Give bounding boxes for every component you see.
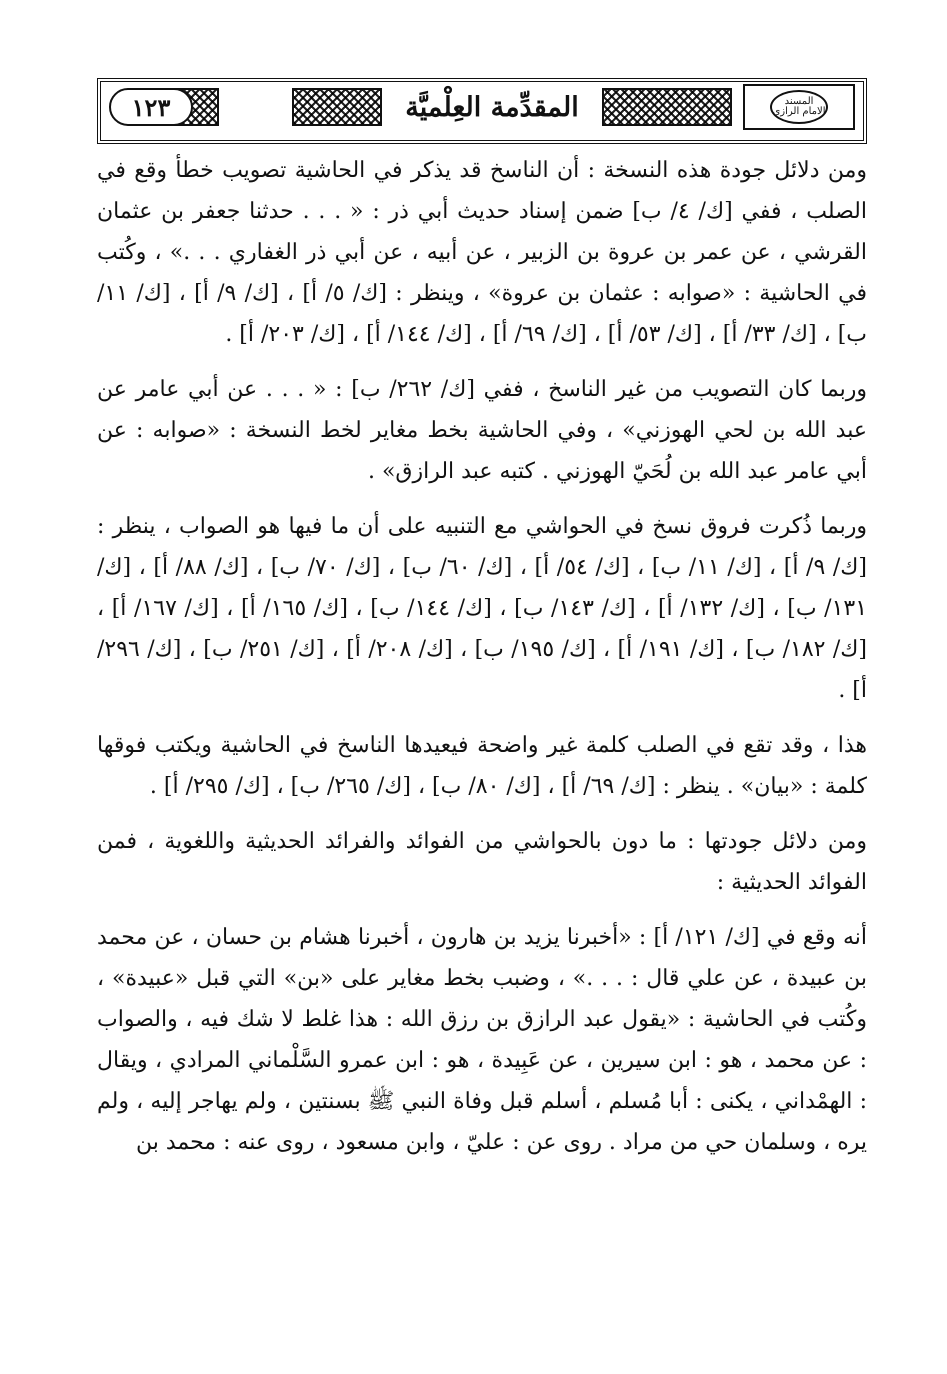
ornament-center-left bbox=[292, 88, 382, 126]
paragraph-6: أنه وقع في [ك/ ١٢١/ أ] : «أخبرنا يزيد بن هارون ، أخبرنا هشام بن حسان ، عن محمد بن عبيدة ، عن علي قال : . . .» ، وضبب بخط مغاير على «بن» التي قبل «عبيدة» ، وكُتب في الحاشية : «يقول عبد الرازق بن رزق الله : هذا غلط لا شك فيه ، والصواب : عن محمد ، هو : ابن سيرين ، عن عَبِيدة ، هو : ابن عمرو السَّلْماني المرادي ، ويقال : الهمْداني ، يكنى : أبا مُسلم ، أسلم قبل وفاة النبي ﷺ بسنتين ، ولم يهاجر إليه ، ولم يره ، وسلمان حي من مراد . روى عن : عليّ ، وابن مسعود ، روى عنه : محمد بن bbox=[97, 925, 868, 1155]
page-header bbox=[97, 78, 867, 144]
seal-text: المسند الامام الرازي bbox=[770, 90, 828, 124]
paragraph-2: وربما كان التصويب من غير الناسخ ، ففي [ك/ ٢٦٢/ ب] : « . . . عن أبي عامر عن عبد الله بن لحي الهوزني» ، وفي الحاشية بخط مغاير لخط النسخة : «صوابه : عن أبي عامر عبد الله بن لُحَيّ الهوزني . كتبه عبد الرازق» . bbox=[97, 377, 867, 484]
paragraph-4: هذا ، وقد تقع في الصلب كلمة غير واضحة فيعيدها الناسخ في الحاشية ويكتب فوقها كلمة : «بيان» . ينظر : [ك/ ٦٩/ أ] ، [ك/ ٨٠/ ب] ، [ك/ ٢٦٥/ ب] ، [ك/ ٢٩٥/ أ] . bbox=[97, 733, 867, 799]
paragraph-3: وربما ذُكرت فروق نسخ في الحواشي مع التنبيه على أن ما فيها هو الصواب ، ينظر : [ك/ ٩/ أ] ، [ك/ ١١/ ب] ، [ك/ ٥٤/ أ] ، [ك/ ٦٠/ ب] ، [ك/ ٧٠/ ب] ، [ك/ ٨٨/ أ] ، [ك/ ١٣١/ ب] ، [ك/ ١٣٢/ أ] ، [ك/ ١٤٣/ ب] ، [ك/ ١٤٤/ ب] ، [ك/ ١٦٥/ أ] ، [ك/ ١٦٧/ أ] ، [ك/ ١٨٢/ ب] ، [ك/ ١٩١/ أ] ، [ك/ ١٩٥/ ب] ، [ك/ ٢٠٨/ أ] ، [ك/ ٢٥١/ ب] ، [ك/ ٢٩٦/ أ] . bbox=[97, 514, 868, 703]
paragraph-1: ومن دلائل جودة هذه النسخة : أن الناسخ قد يذكر في الحاشية تصويب خطأ وقع في الصلب ، ففي [ك/ ٤/ ب] ضمن إسناد حديث أبي ذر : « . . . حدثنا جعفر بن عثمان القرشي ، عن عمر بن عروة بن الزبير ، عن أبيه ، عن أبي ذر الغفاري . . .» ، وكُتب في الحاشية : «صوابه : عثمان بن عروة» ، وينظر : [ك/ ٥/ أ] ، [ك/ ٩/ أ] ، [ك/ ١١/ ب] ، [ك/ ٣٣/ أ] ، [ك/ ٥٣/ أ] ، [ك/ ٦٩/ أ] ، [ك/ ١٤٤/ أ] ، [ك/ ٢٠٣/ أ] . bbox=[97, 158, 867, 347]
page-title: المقدِّمة العِلْميَّة bbox=[387, 84, 597, 130]
page-number: ١٢٣ bbox=[109, 88, 193, 126]
paragraph-5: ومن دلائل جودتها : ما دون بالحواشي من الفوائد والفرائد الحديثية واللغوية ، فمن الفوائد الحديثية : bbox=[97, 829, 867, 895]
ornament-center-right bbox=[602, 88, 732, 126]
page-body bbox=[97, 150, 867, 1177]
seal-emblem bbox=[743, 84, 855, 130]
